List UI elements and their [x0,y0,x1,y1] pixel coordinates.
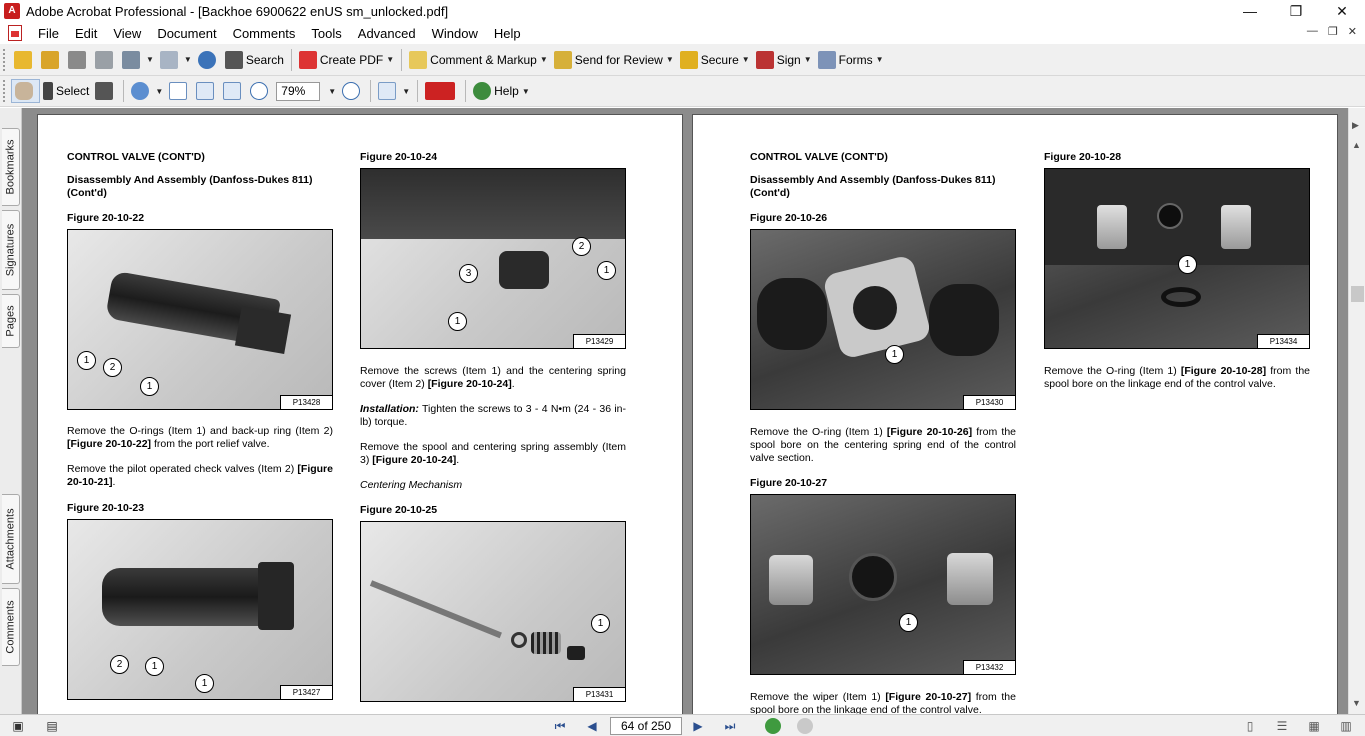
section-subheading: Disassembly And Assembly (Danfoss-Dukes 811) [67,174,313,186]
open-button[interactable] [11,48,38,72]
select-tool-button[interactable] [40,79,92,103]
send-review-icon [554,51,572,69]
doc-close-icon[interactable]: ✕ [1347,26,1357,38]
figure-label: Figure 20-10-22 [67,212,145,224]
callout: 1 [1178,255,1197,274]
linkage-left-shape [1097,205,1127,249]
callout: 2 [103,358,122,377]
section-heading: CONTROL VALVE (CONT'D) [67,151,205,163]
last-page-icon[interactable]: ⏭ [724,719,736,733]
forms-button[interactable]: Forms ▼ [815,48,887,72]
section-subheading-cont: (Cont'd) [67,187,107,199]
figure-20-10-26-image [750,229,1016,410]
toolbar-separator [417,80,418,102]
navigation-toolbar [0,76,1365,107]
select-label: Select [56,84,90,98]
next-page-icon[interactable]: ▶ [693,719,703,733]
valve-plug-right-shape [929,284,999,356]
tab-bookmarks[interactable] [2,128,20,206]
fit-page-icon [196,82,214,100]
minimize-button[interactable]: — [1243,3,1257,19]
help-icon [473,82,491,100]
paperclip-icon [160,51,178,69]
o-ring-bore-shape [1157,203,1183,229]
figure-code: P13430 [963,395,1015,409]
previous-page-icon[interactable]: ◀ [587,719,597,733]
figure-20-10-22-image [67,229,333,410]
toolbar-separator [123,80,124,102]
comment-markup-label: Comment & Markup [430,52,537,67]
figure-20-10-23-image [67,519,333,700]
send-review-label: Send for Review [574,52,663,67]
tab-pages-label: Pages [4,305,17,337]
yahoo-search-button[interactable] [422,79,461,103]
tab-pages[interactable] [2,294,20,348]
tab-comments[interactable] [2,588,20,666]
centering-spring-shape [531,632,561,654]
check-valve-shape [102,568,272,626]
forms-icon [818,51,836,69]
figure-20-10-27-image [750,494,1016,675]
figure-label: Figure 20-10-23 [67,502,145,514]
secure-label: Secure [700,52,739,67]
figure-label: Figure 20-10-28 [1044,151,1122,163]
figure-code: P13431 [573,687,625,701]
actual-size-button[interactable] [166,79,193,103]
padlock-icon [680,51,698,69]
paragraph: Remove the O-ring (Item 1) [Figure 20-10-26] from the spool bore on the centering spring end of the control valve section. [750,426,1016,464]
zoom-out-icon [250,82,268,100]
toolbar-grip[interactable] [3,49,7,71]
figure-code: P13428 [280,395,332,409]
pen-icon [756,51,774,69]
window-title: Adobe Acrobat Professional - [Backhoe 6900622 enUS sm_unlocked.pdf] [26,3,449,19]
figure-label: Figure 20-10-24 [360,151,438,163]
zoom-out-button[interactable] [247,79,274,103]
centering-cap-shape [567,646,585,660]
section-subheading: Disassembly And Assembly (Danfoss-Dukes 811) [750,174,996,186]
zoom-input[interactable]: 79% [276,82,320,101]
menu-window[interactable]: Window [431,25,478,41]
previous-view-icon[interactable] [765,718,781,734]
tab-comments-label: Comments [4,600,17,654]
wiper-bore-shape [849,553,897,601]
hand-icon [15,82,33,100]
scroll-up-arrow-icon[interactable]: ▲ [1352,140,1361,150]
help-label: Help [494,84,519,98]
printer-icon [95,51,113,69]
fit-width-icon [223,82,241,100]
figure-20-10-24-image [360,168,626,349]
menu-file[interactable]: File [38,25,59,41]
vertical-scrollbar[interactable] [1348,108,1365,714]
figure-20-10-28-image [1044,168,1310,349]
create-pdf-label: Create PDF [319,52,384,67]
paragraph: Remove the O-rings (Item 1) and back-up ring (Item 2) [Figure 20-10-22] from the port relief valve. [67,425,333,450]
section-heading: CONTROL VALVE (CONT'D) [750,151,888,163]
tab-attachments-label: Attachments [4,508,17,570]
zoom-in-button[interactable] [339,79,366,103]
globe-icon [198,51,216,69]
callout: 1 [899,613,918,632]
continuous-facing-view-icon[interactable]: ▥ [1340,719,1352,733]
text-cursor-icon [43,82,53,100]
document-window-controls [1307,25,1357,38]
toolbar-separator [291,49,292,71]
relief-valve-hex-shape [235,306,291,354]
close-button[interactable]: ✕ [1336,2,1348,19]
tab-bookmarks-label: Bookmarks [4,139,17,195]
toolbar-separator [370,80,371,102]
paragraph: Remove the O-ring (Item 1) [Figure 20-10-28] from the spool bore on the linkage end of the control valve. [1044,365,1310,390]
yahoo-icon [425,82,455,100]
figure-code: P13429 [573,334,625,348]
send-review-button[interactable]: Send for Review ▼ [551,48,677,72]
callout: 1 [195,674,214,693]
doc-restore-icon[interactable]: ❐ [1327,26,1338,38]
figure-code: P13432 [963,660,1015,674]
callout: 1 [597,261,616,280]
tab-signatures[interactable] [2,210,20,290]
figure-label: Figure 20-10-26 [750,212,828,224]
magnifier-icon [131,82,149,100]
comment-markup-button[interactable]: Comment & Markup ▼ [406,48,551,72]
spool-shape [370,580,502,638]
callout: 1 [591,614,610,633]
create-pdf-button[interactable]: Create PDF ▼ [296,48,397,72]
web-button[interactable] [195,48,222,72]
paragraph: Remove the spool and centering spring assembly (Item 3) [Figure 20-10-24]. [360,441,626,466]
check-valve-hex-shape [258,562,294,630]
pdf-page-right [692,114,1338,714]
callout: 1 [140,377,159,396]
page-number-input[interactable]: 64 of 250 [610,717,682,735]
email-icon [122,51,140,69]
callout: 1 [77,351,96,370]
menu-edit[interactable]: Edit [74,25,98,41]
tab-signatures-label: Signatures [4,223,17,277]
linkage-right-shape [947,553,993,605]
search-button[interactable] [222,48,287,72]
fit-width-button[interactable] [220,79,247,103]
binoculars-icon [225,51,243,69]
linkage-left-shape [769,555,813,605]
status-bar [0,714,1365,736]
create-pdf-icon [299,51,317,69]
menu-advanced[interactable]: Advanced [357,25,416,41]
menu-view[interactable]: View [113,25,142,41]
secure-button[interactable]: Secure ▼ [677,48,753,72]
fit-page-button[interactable] [193,79,220,103]
scroll-down-arrow-icon[interactable]: ▼ [1352,698,1361,708]
callout: 3 [459,264,478,283]
rotate-button[interactable]: ▼ [375,79,413,103]
hand-tool-button[interactable] [11,79,40,103]
paragraph: Remove the wiper (Item 1) [Figure 20-10-27] from the spool bore on the linkage end of the control valve. [750,691,1016,714]
paragraph: Remove the screws (Item 1) and the centering spring cover (Item 2) [Figure 20-10-24]. [360,365,626,390]
callout: 2 [572,237,591,256]
sign-label: Sign [776,52,801,67]
page-size-icon[interactable]: ▤ [46,719,58,733]
sign-button[interactable]: Sign ▼ [753,48,815,72]
toolbar-separator [465,80,466,102]
callout: 1 [448,312,467,331]
single-page-view-icon[interactable]: ▯ [1246,719,1254,733]
valve-block-shape [361,169,626,239]
organizer-button[interactable] [38,48,65,72]
scrollbar-thumb[interactable] [1351,286,1364,302]
figure-20-10-25-image [360,521,626,702]
continuous-view-icon[interactable]: ☰ [1276,719,1288,733]
forms-label: Forms [838,52,873,67]
scroll-right-arrow-icon[interactable]: ▶ [1352,120,1359,130]
attach-button[interactable]: ▼ [157,48,195,72]
email-button[interactable]: ▼ [119,48,157,72]
snapshot-button[interactable] [92,79,119,103]
search-label: Search [245,52,284,67]
print-button[interactable] [92,48,119,72]
document-viewer[interactable] [22,108,1348,714]
first-page-icon[interactable]: ⏮ [554,719,566,733]
section-subheading-cont: (Cont'd) [750,187,790,199]
rotate-pages-icon [378,82,396,100]
help-button[interactable]: Help ▼ [470,79,533,103]
callout: 1 [145,657,164,676]
navigation-panel [0,108,22,714]
paragraph: Remove the pilot operated check valves (Item 2) [Figure 20-10-21]. [67,463,333,488]
page-layout-icon[interactable]: ▣ [12,719,24,733]
menu-tools[interactable]: Tools [311,25,342,41]
washer-shape [511,632,527,648]
restore-button[interactable]: ❐ [1289,2,1303,19]
doc-minimize-icon[interactable]: — [1306,25,1318,37]
window-controls [1227,0,1365,22]
organizer-icon [41,51,59,69]
next-view-icon[interactable] [797,718,813,734]
comment-markup-icon [409,51,427,69]
linkage-right-shape [1221,205,1251,249]
valve-plug-left-shape [757,278,827,350]
spring-cover-shape [499,251,549,289]
menu-document[interactable]: Document [157,25,217,41]
figure-label: Figure 20-10-25 [360,504,438,516]
save-button[interactable] [65,48,92,72]
actual-size-icon [169,82,187,100]
camera-icon [95,82,113,100]
zoom-dropdown[interactable]: ▼ [328,86,337,96]
figure-code: P13434 [1257,334,1309,348]
title-bar [0,0,1365,22]
document-icon[interactable] [8,25,22,41]
acrobat-icon: A [4,3,20,19]
menu-bar [0,22,1365,44]
figure-code: P13427 [280,685,332,699]
zoom-in-icon [342,82,360,100]
tab-attachments[interactable] [2,494,20,584]
toolbar-separator [401,49,402,71]
figure-label: Figure 20-10-27 [750,477,828,489]
facing-view-icon[interactable]: ▦ [1308,719,1320,733]
zoom-in-tool-button[interactable]: ▼ [128,79,166,103]
callout: 2 [110,655,129,674]
menu-comments[interactable]: Comments [232,25,296,41]
callout: 1 [885,345,904,364]
main-toolbar [0,44,1365,76]
spool-bore-shape [853,286,897,330]
floppy-disk-icon [68,51,86,69]
subsection-title: Centering Mechanism [360,479,463,491]
paragraph: Installation: Tighten the screws to 3 - 4 N•m (24 - 36 in-lb) torque. [360,403,626,428]
folder-open-icon [14,51,32,69]
pdf-page-left [37,114,683,714]
toolbar-grip[interactable] [3,80,7,102]
menu-help[interactable]: Help [493,25,521,41]
o-ring-shape [1161,287,1201,307]
